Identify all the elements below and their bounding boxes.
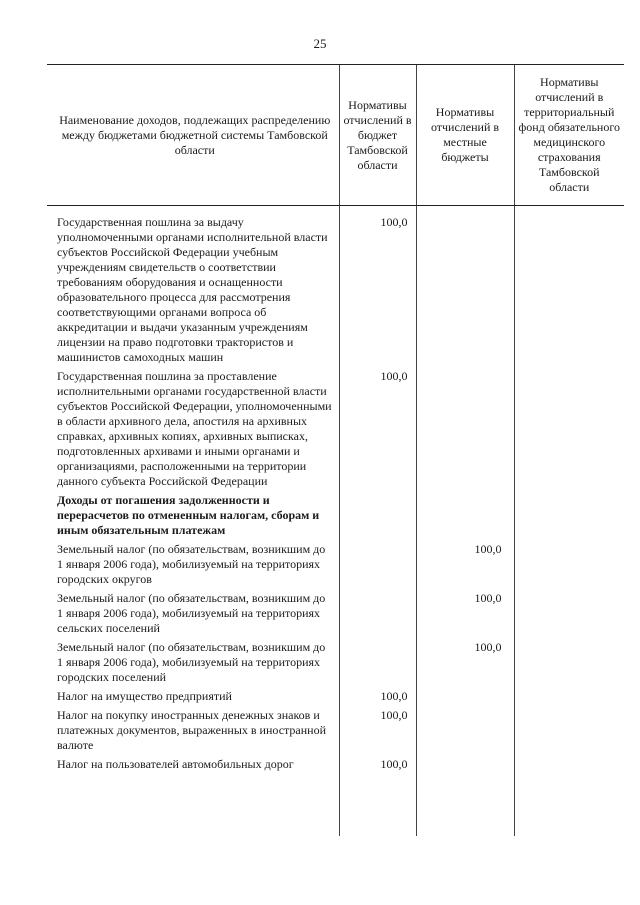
regional-budget-value: 100,0 bbox=[339, 206, 416, 370]
local-budget-value bbox=[416, 206, 514, 370]
revenue-distribution-table bbox=[47, 64, 624, 836]
revenue-name-cell: Земельный налог (по обязательствам, возникшим до 1 января 2006 года), мобилизуемый на территориях сельских поселений bbox=[57, 591, 326, 635]
medical-fund-value bbox=[514, 689, 624, 708]
revenue-name-cell: Государственная пошлина за выдачу уполномоченными органами исполнительной власти субъектов Российской Федерации учебным учреждениям свидетельств о соответствии требованиям оборудования и оснащенности образовательного процесса для рассмотрения соответствующими органами вопроса об аккредитации и выдачи указанным учреждениям лицензии на право подготовки трактористов и машинистов самоходных машин bbox=[57, 215, 328, 364]
revenue-name-cell: Государственная пошлина за проставление исполнительными органами государственной власти субъектов Российской Федерации, уполномоченными в области архивного дела, апостиля на архивных справках, архивных копиях, архивных выписках, подготовленных архивами и иными органами и организациями, расположенными на территории данного субъекта Российской Федерации bbox=[57, 369, 332, 488]
header-revenue-name: Наименование доходов, подлежащих распределению между бюджетами бюджетной системы Тамбовской области bbox=[47, 65, 339, 206]
revenue-name-cell: Налог на пользователей автомобильных дорог bbox=[57, 757, 294, 771]
table-row bbox=[47, 708, 624, 757]
table-row bbox=[47, 542, 624, 591]
table-row bbox=[47, 591, 624, 640]
regional-budget-value bbox=[339, 493, 416, 542]
table-row bbox=[47, 640, 624, 689]
local-budget-value bbox=[416, 708, 514, 757]
revenue-name-cell: Налог на имущество предприятий bbox=[57, 689, 232, 703]
local-budget-value bbox=[416, 369, 514, 493]
table-row bbox=[47, 206, 624, 370]
table-header-row bbox=[47, 65, 624, 206]
local-budget-value bbox=[416, 757, 514, 776]
revenue-name-cell: Земельный налог (по обязательствам, возникшим до 1 января 2006 года), мобилизуемый на территориях городских поселений bbox=[57, 640, 326, 684]
medical-fund-value bbox=[514, 369, 624, 493]
header-medical-insurance-fund: Нормативы отчислений в территориальный фонд обязательного медицинского страхования Тамбовской области bbox=[514, 65, 624, 206]
regional-budget-value: 100,0 bbox=[339, 369, 416, 493]
regional-budget-value: 100,0 bbox=[339, 708, 416, 757]
medical-fund-value bbox=[514, 708, 624, 757]
medical-fund-value bbox=[514, 591, 624, 640]
local-budget-value bbox=[416, 689, 514, 708]
filler-cell bbox=[416, 776, 514, 836]
local-budget-value bbox=[416, 493, 514, 542]
medical-fund-value bbox=[514, 493, 624, 542]
table-body bbox=[47, 206, 624, 837]
local-budget-value: 100,0 bbox=[416, 542, 514, 591]
medical-fund-value bbox=[514, 757, 624, 776]
table-row bbox=[47, 757, 624, 776]
filler-cell bbox=[339, 776, 416, 836]
regional-budget-value bbox=[339, 542, 416, 591]
revenue-name-cell: Доходы от погашения задолженности и перерасчетов по отмененным налогам, сборам и иным обязательным платежам bbox=[57, 493, 320, 537]
filler-cell bbox=[514, 776, 624, 836]
table-filler-row bbox=[47, 776, 624, 836]
revenue-name-cell: Налог на покупку иностранных денежных знаков и платежных документов, выраженных в иностранной валюте bbox=[57, 708, 327, 752]
regional-budget-value bbox=[339, 591, 416, 640]
regional-budget-value: 100,0 bbox=[339, 757, 416, 776]
local-budget-value: 100,0 bbox=[416, 640, 514, 689]
regional-budget-value bbox=[339, 640, 416, 689]
header-regional-budget: Нормативы отчислений в бюджет Тамбовской области bbox=[339, 65, 416, 206]
medical-fund-value bbox=[514, 206, 624, 370]
table-row bbox=[47, 493, 624, 542]
medical-fund-value bbox=[514, 640, 624, 689]
regional-budget-value: 100,0 bbox=[339, 689, 416, 708]
filler-cell bbox=[47, 776, 339, 836]
revenue-name-cell: Земельный налог (по обязательствам, возникшим до 1 января 2006 года), мобилизуемый на территориях городских округов bbox=[57, 542, 326, 586]
local-budget-value: 100,0 bbox=[416, 591, 514, 640]
header-local-budgets: Нормативы отчислений в местные бюджеты bbox=[416, 65, 514, 206]
table-row bbox=[47, 369, 624, 493]
medical-fund-value bbox=[514, 542, 624, 591]
table-row bbox=[47, 689, 624, 708]
page-number: 25 bbox=[313, 36, 327, 51]
